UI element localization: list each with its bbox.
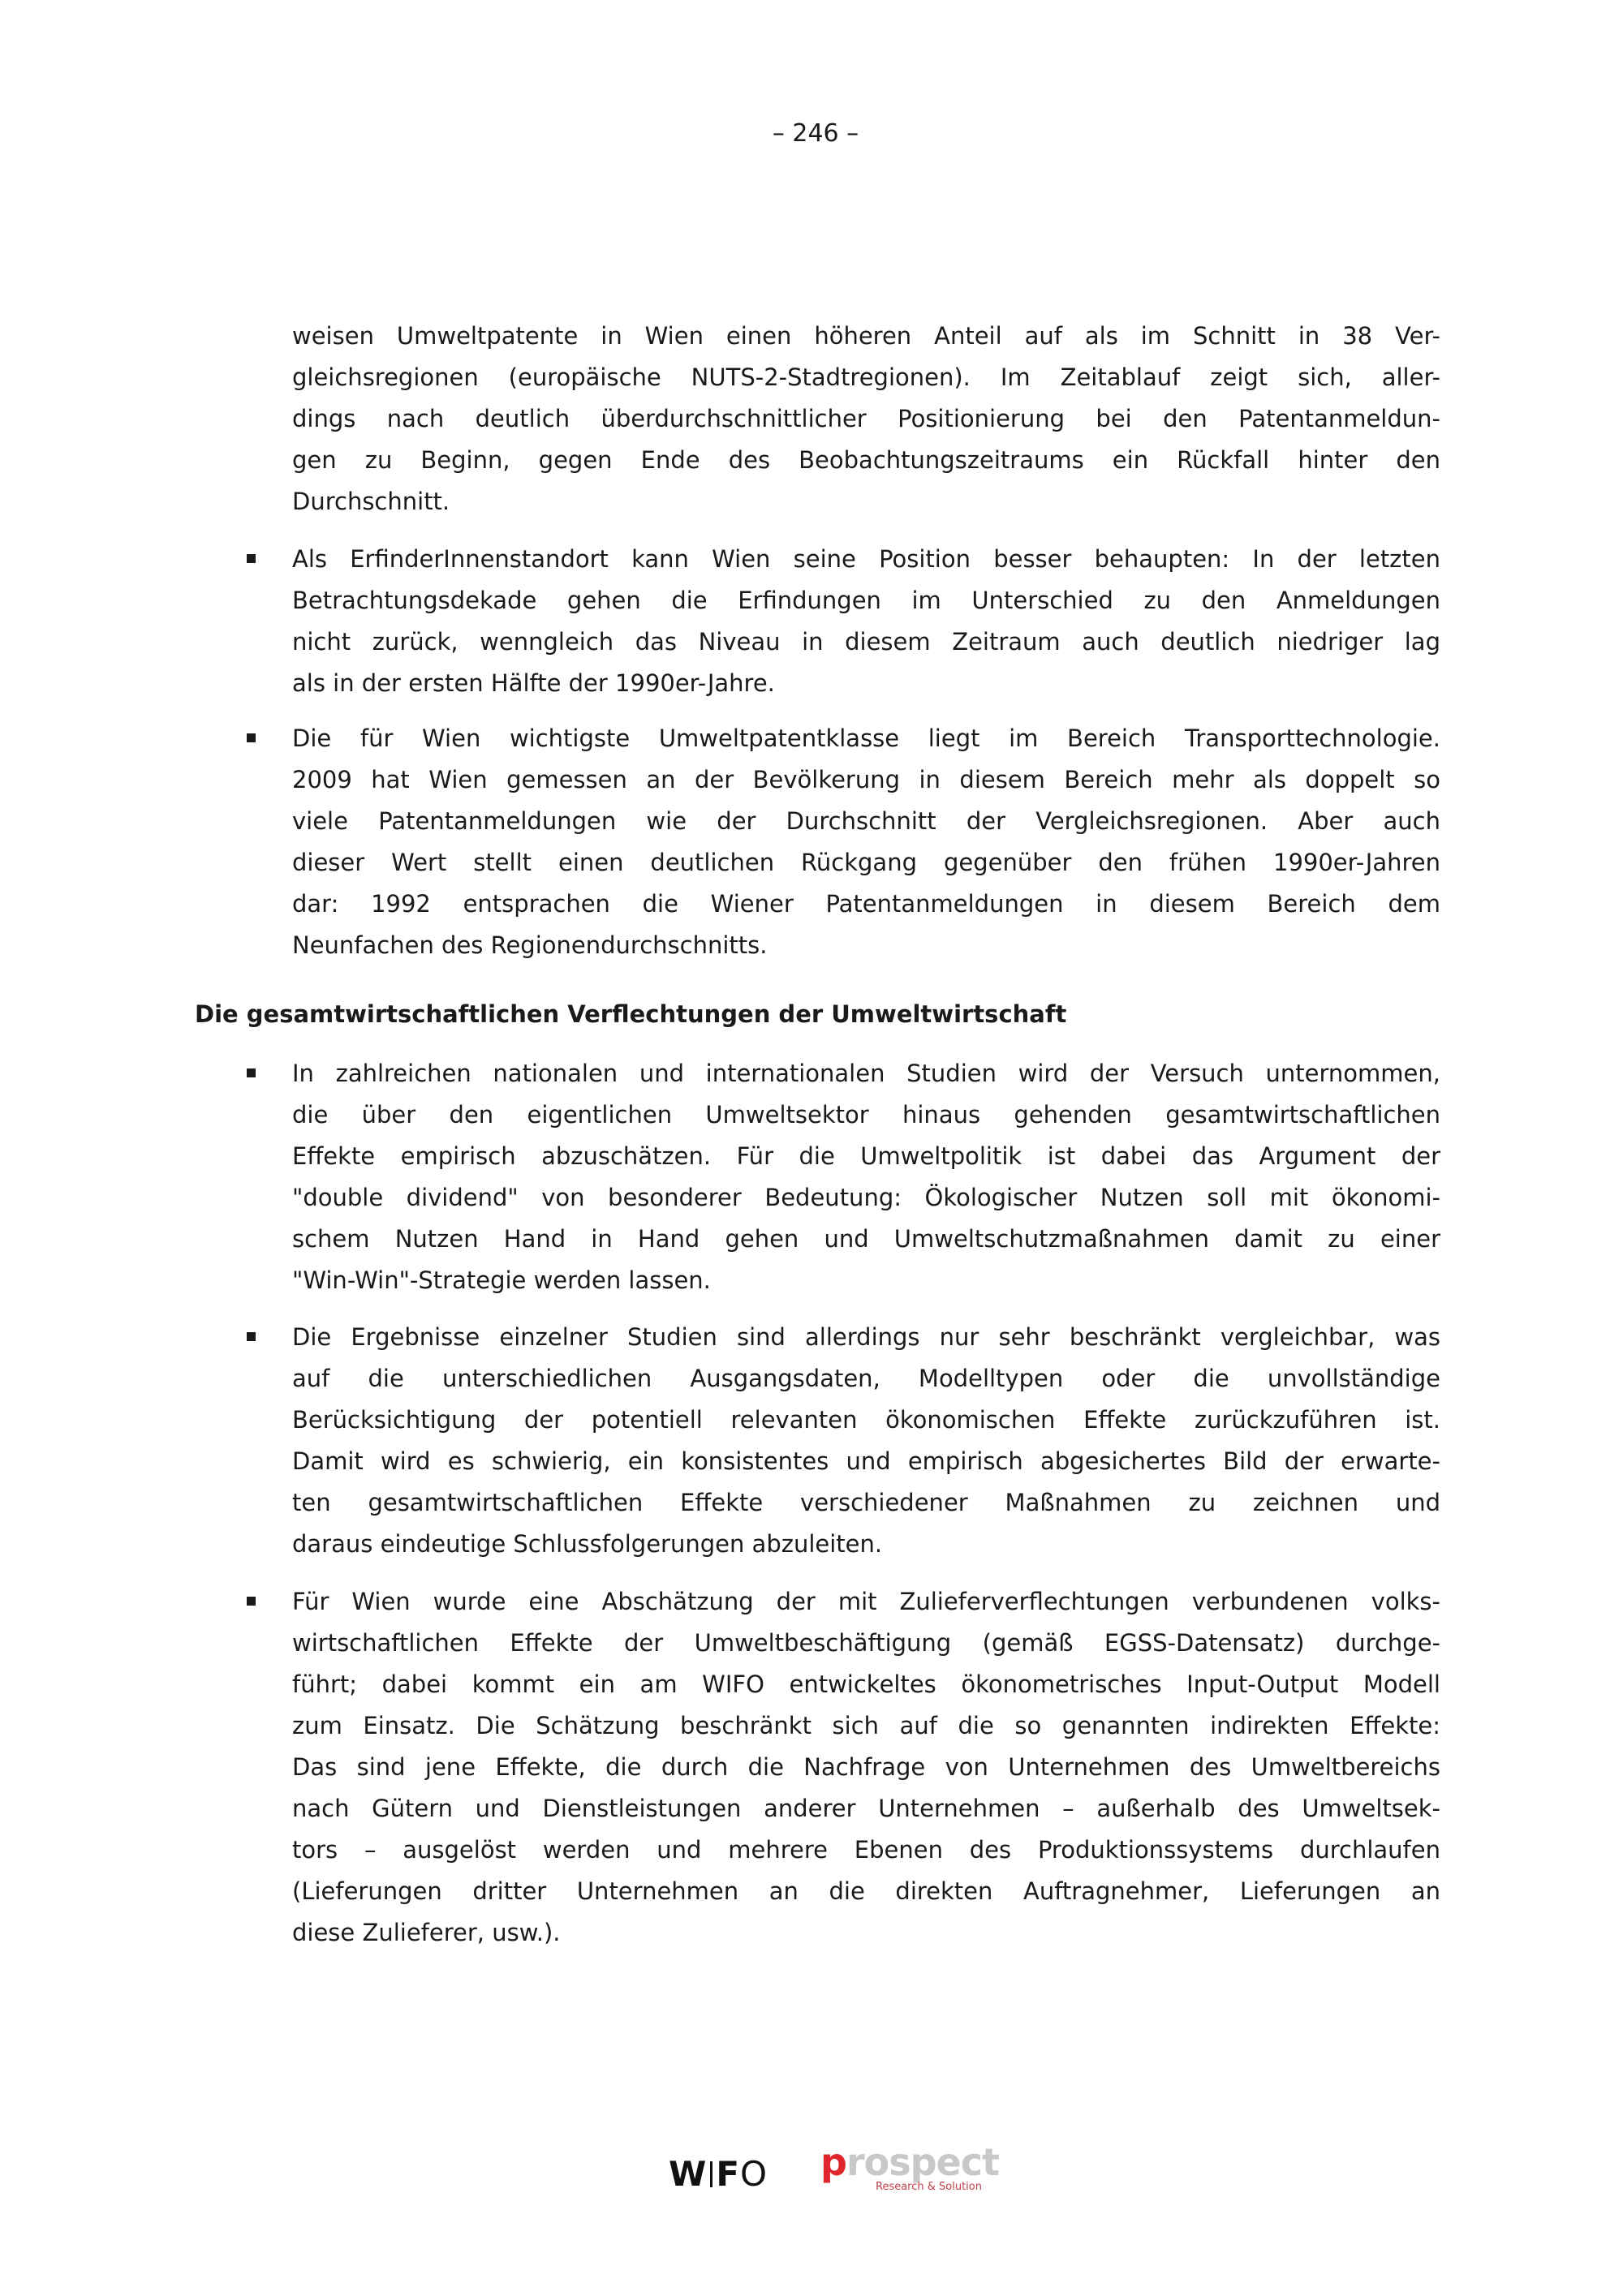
bullet-item bbox=[292, 539, 1440, 704]
text-line: In zahlreichen nationalen und internationalen Studien wird der Versuch unternommen, bbox=[292, 1060, 1440, 1087]
text-line: "Win-Win"-Strategie werden lassen. bbox=[292, 1266, 711, 1294]
bullet-item bbox=[292, 718, 1440, 966]
text-line: (Lieferungen dritter Unternehmen an die direkten Auftragnehmer, Lieferungen an bbox=[292, 1877, 1440, 1905]
text-line: viele Patentanmeldungen wie der Durchschnitt der Vergleichsregionen. Aber auch bbox=[292, 807, 1440, 835]
text-line: 2009 hat Wien gemessen an der Bevölkerung in diesem Bereich mehr als doppelt so bbox=[292, 766, 1440, 793]
text-line: gleichsregionen (europäische NUTS-2-Stadtregionen). Im Zeitablauf zeigt sich, aller- bbox=[292, 363, 1440, 391]
text-line: als in der ersten Hälfte der 1990er-Jahre. bbox=[292, 669, 775, 697]
bullet-item bbox=[292, 1053, 1440, 1301]
text-line: Als ErfinderInnenstandort kann Wien seine Position besser behaupten: In der letzten bbox=[292, 545, 1440, 573]
text-line: tors – ausgelöst werden und mehrere Ebenen des Produktionssystems durchlaufen bbox=[292, 1836, 1440, 1864]
prospect-logo: prospect Research & Solution bbox=[820, 2140, 999, 2193]
text-line: schem Nutzen Hand in Hand gehen und Umweltschutzmaßnahmen damit zu einer bbox=[292, 1225, 1440, 1253]
bullet-marker bbox=[247, 554, 256, 563]
text-line: Das sind jene Effekte, die durch die Nachfrage von Unternehmen des Umweltbereichs bbox=[292, 1753, 1440, 1781]
bullet-item bbox=[292, 1317, 1440, 1565]
text-line: nicht zurück, wenngleich das Niveau in diesem Zeitraum auch deutlich niedriger lag bbox=[292, 628, 1440, 656]
text-line: daraus eindeutige Schlussfolgerungen abzuleiten. bbox=[292, 1530, 883, 1558]
text-line: Berücksichtigung der potentiell relevanten ökonomischen Effekte zurückzuführen ist. bbox=[292, 1406, 1440, 1434]
bullet-item bbox=[292, 1581, 1440, 1954]
text-line: wirtschaftlichen Effekte der Umweltbeschäftigung (gemäß EGSS-Datensatz) durchge- bbox=[292, 1629, 1440, 1657]
text-line: dar: 1992 entsprachen die Wiener Patentanmeldungen in diesem Bereich dem bbox=[292, 890, 1440, 918]
text-line: Die Ergebnisse einzelner Studien sind allerdings nur sehr beschränkt vergleichbar, was bbox=[292, 1323, 1440, 1351]
page-number: – 246 – bbox=[772, 119, 859, 148]
bullet-marker bbox=[247, 1332, 256, 1341]
text-line: nach Gütern und Dienstleistungen anderer Unternehmen – außerhalb des Umweltsek- bbox=[292, 1795, 1440, 1822]
text-line: ten gesamtwirtschaftlichen Effekte verschiedener Maßnahmen zu zeichnen und bbox=[292, 1489, 1440, 1516]
text-line: "double dividend" von besonderer Bedeutung: Ökologischer Nutzen soll mit ökonomi- bbox=[292, 1184, 1440, 1211]
text-line: Durchschnitt. bbox=[292, 488, 450, 515]
text-line: Betrachtungsdekade gehen die Erfindungen im Unterschied zu den Anmeldungen bbox=[292, 587, 1440, 614]
section-heading: Die gesamtwirtschaftlichen Verflechtungen der Umweltwirtschaft bbox=[195, 1000, 1067, 1028]
text-line: auf die unterschiedlichen Ausgangsdaten, Modelltypen oder die unvollständige bbox=[292, 1365, 1440, 1392]
text-line: Die für Wien wichtigste Umweltpatentklasse liegt im Bereich Transporttechnologie. bbox=[292, 724, 1440, 752]
text-line: diese Zulieferer, usw.). bbox=[292, 1919, 561, 1946]
wifo-logo: W FO bbox=[669, 2154, 768, 2194]
bullet-marker bbox=[247, 733, 256, 742]
text-line: dieser Wert stellt einen deutlichen Rückgang gegenüber den frühen 1990er-Jahren bbox=[292, 849, 1440, 876]
text-line: die über den eigentlichen Umweltsektor hinaus gehenden gesamtwirtschaftlichen bbox=[292, 1101, 1440, 1129]
text-line: weisen Umweltpatente in Wien einen höheren Anteil auf als im Schnitt in 38 Ver- bbox=[292, 322, 1440, 350]
text-line: Neunfachen des Regionendurchschnitts. bbox=[292, 931, 768, 959]
text-line: zum Einsatz. Die Schätzung beschränkt sich auf die so genannten indirekten Effekte: bbox=[292, 1712, 1440, 1739]
bullet-marker bbox=[247, 1597, 256, 1606]
text-line: dings nach deutlich überdurchschnittlicher Positionierung bei den Patentanmeldun- bbox=[292, 405, 1440, 432]
text-line: führt; dabei kommt ein am WIFO entwickeltes ökonometrisches Input-Output Modell bbox=[292, 1670, 1440, 1698]
text-line: Effekte empirisch abzuschätzen. Für die Umweltpolitik ist dabei das Argument der bbox=[292, 1142, 1440, 1170]
bullet-marker bbox=[247, 1068, 256, 1077]
text-line: Für Wien wurde eine Abschätzung der mit Zulieferverflechtungen verbundenen volks- bbox=[292, 1588, 1440, 1615]
text-line: gen zu Beginn, gegen Ende des Beobachtungszeitraums ein Rückfall hinter den bbox=[292, 446, 1440, 474]
text-line: Damit wird es schwierig, ein konsistentes und empirisch abgesichertes Bild der erwarte- bbox=[292, 1447, 1440, 1475]
intro-paragraph bbox=[292, 316, 1440, 522]
